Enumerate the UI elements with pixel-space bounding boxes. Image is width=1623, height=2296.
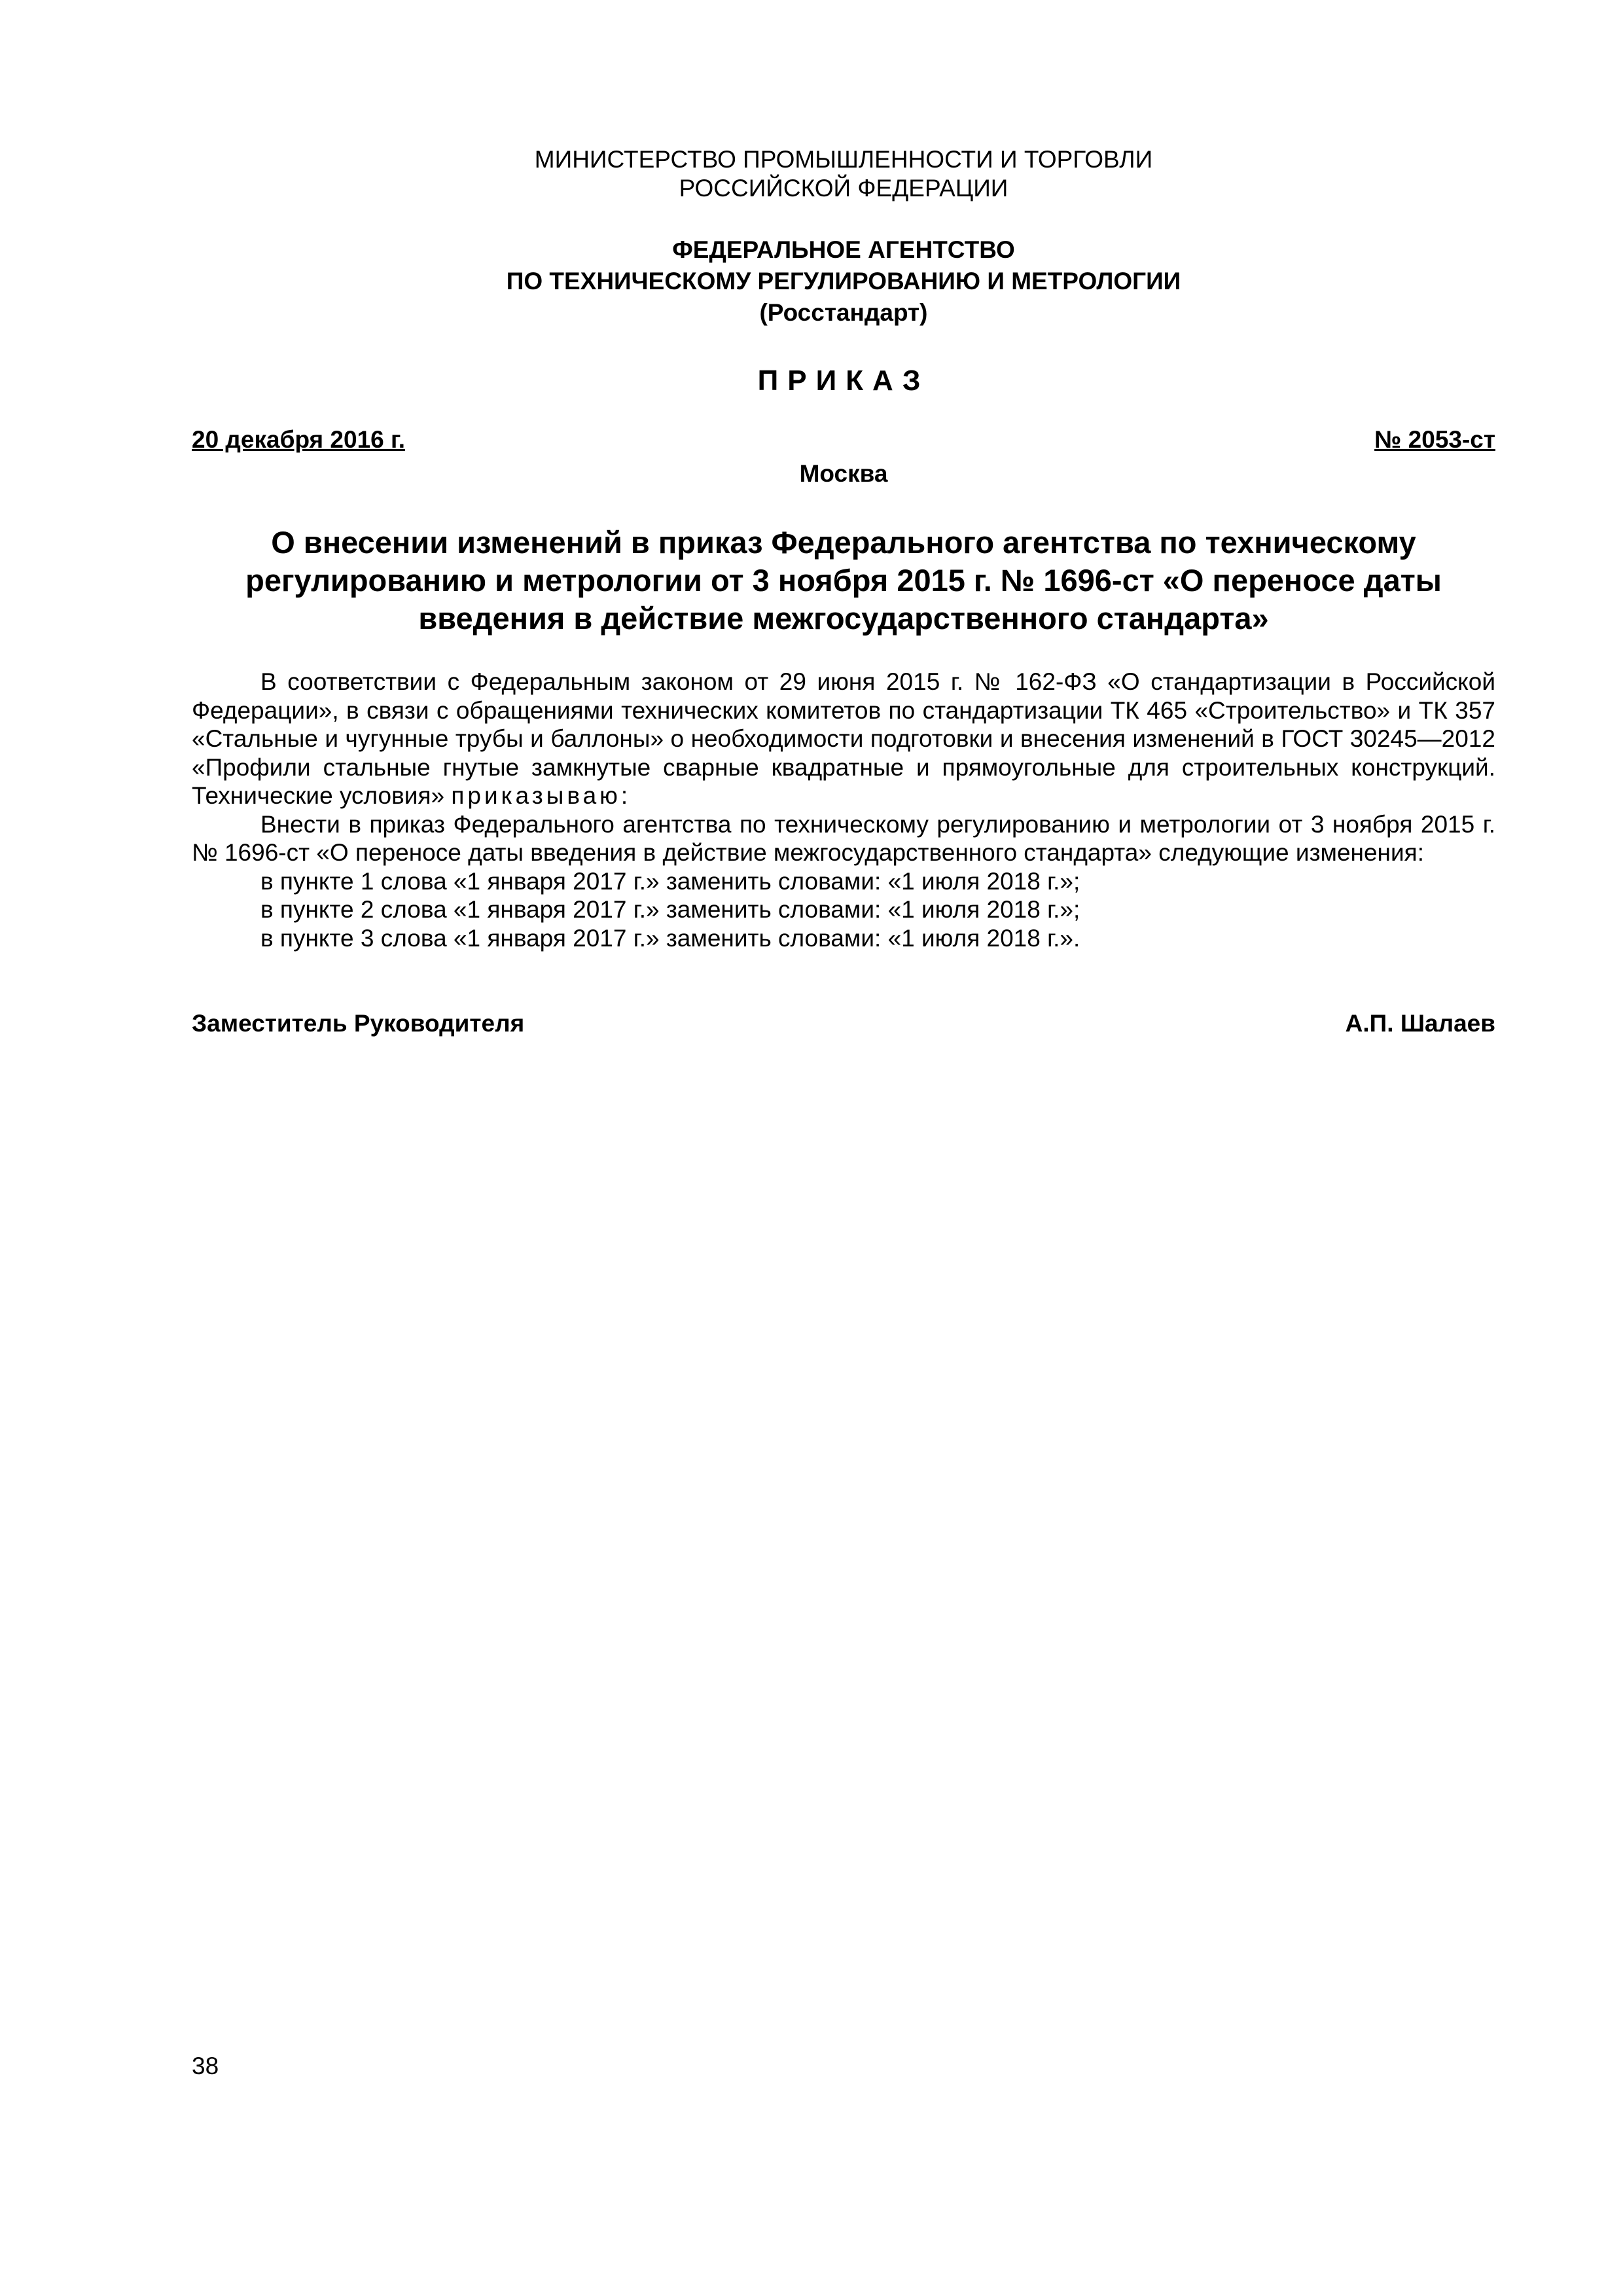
body-paragraph-2: Внести в приказ Федерального агентства по техническому регулированию и метрологии от 3 ноября 2015 г. № 1696-ст «О переносе даты введения в действие межгосударственного стандарта» следующие изменения: — [192, 810, 1495, 866]
document-title — [192, 524, 1495, 637]
signatory-position: Заместитель Руководителя — [192, 1010, 525, 1037]
title-line-2: регулированию и метрологии от 3 ноября 2015 г. № 1696-ст «О переносе даты — [245, 563, 1442, 598]
page-number: 38 — [192, 2053, 219, 2079]
signature-block — [192, 1008, 1495, 1039]
order-date: 20 декабря 2016 г. — [192, 426, 406, 453]
agency-line-2: ПО ТЕХНИЧЕСКОМУ РЕГУЛИРОВАНИЮ И МЕТРОЛОГИИ — [506, 268, 1181, 295]
ministry-header — [192, 145, 1495, 203]
order-date-row — [192, 424, 1495, 456]
document-body — [192, 668, 1495, 952]
agency-line-3: (Росстандарт) — [759, 299, 928, 326]
amendment-item-2: в пункте 2 слова «1 января 2017 г.» заменить словами: «1 июля 2018 г.»; — [260, 896, 1080, 923]
agency-header — [192, 234, 1495, 329]
amendment-item-1: в пункте 1 слова «1 января 2017 г.» заменить словами: «1 июля 2018 г.»; — [260, 867, 1080, 895]
document-page — [192, 0, 1495, 2296]
order-directive: приказываю: — [451, 782, 632, 809]
signatory-name: А.П. Шалаев — [1345, 1010, 1495, 1037]
order-heading: ПРИКАЗ — [757, 365, 930, 397]
order-number: № 2053-ст — [1374, 426, 1495, 453]
body-paragraph-1 — [192, 668, 1495, 810]
agency-line-1: ФЕДЕРАЛЬНОЕ АГЕНТСТВО — [672, 236, 1015, 263]
order-city: Москва — [799, 460, 888, 487]
title-line-1: О внесении изменений в приказ Федерального агентства по техническому — [271, 525, 1416, 560]
ministry-line-1: МИНИСТЕРСТВО ПРОМЫШЛЕННОСТИ И ТОРГОВЛИ — [534, 146, 1153, 173]
paragraph-1-text: В соответствии с Федеральным законом от 29 июня 2015 г. № 162-ФЗ «О стандартизации в Российской Федерации», в связи с обращениями технических комитетов по стандартизации ТК 465 «Строительство» и ТК 357 «Стальные и чугунные трубы и баллоны» о необходимости подготовки и внесения изменений в ГОСТ 30245—2012 «Профили стальные гнутые замкнутые сварные квадратные и прямоугольные для строительных конструкций. Технические условия» — [192, 668, 1495, 809]
title-line-3: введения в действие межгосударственного стандарта» — [418, 601, 1269, 636]
amendment-item-3: в пункте 3 слова «1 января 2017 г.» заменить словами: «1 июля 2018 г.». — [260, 924, 1080, 952]
ministry-line-2: РОССИЙСКОЙ ФЕДЕРАЦИИ — [679, 175, 1008, 202]
